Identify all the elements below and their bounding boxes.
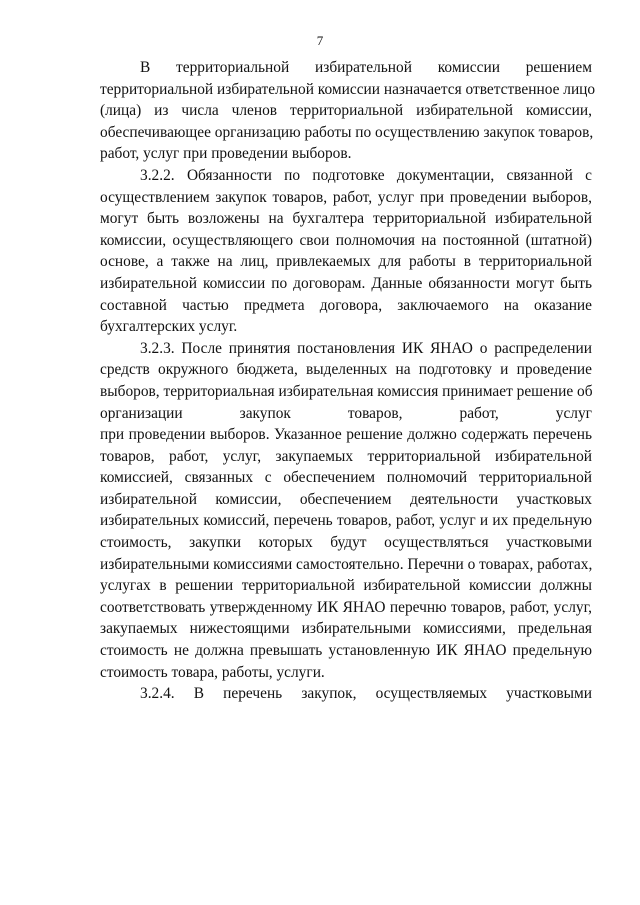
text-line: средств окружного бюджета, выделенных на подготовку и проведение	[100, 361, 592, 379]
text-line: комиссии, осуществляющего свои полномочия на постоянной (штатной)	[100, 231, 592, 249]
page-number: 7	[316, 33, 324, 48]
text-line: (лица) из числа членов территориальной избирательной комиссии,	[100, 102, 592, 120]
text-line: избирательными комиссиями самостоятельно. Перечни о товарах, работах,	[100, 555, 593, 573]
text-line: основе, а также на лиц, привлекаемых для работы в территориальной	[100, 253, 592, 271]
text-line: стоимость, закупки которых будут осуществляться участковыми	[100, 534, 592, 552]
text-line: закупаемых нижестоящими избирательными комиссиями, предельная	[100, 620, 592, 638]
text-line: 3.2.2. Обязанности по подготовке документации, связанной с	[140, 166, 592, 184]
text-line: избирательных комиссий, перечень товаров, работ, услуг и их предельную	[100, 512, 592, 530]
text-line: 3.2.4. В перечень закупок, осуществляемых участковыми	[140, 685, 592, 703]
text-line: работ, услуг при проведении выборов.	[100, 145, 352, 163]
text-line: соответствовать утвержденному ИК ЯНАО перечню товаров, работ, услуг,	[100, 598, 592, 616]
paragraph-p4	[100, 683, 592, 705]
text-line: В территориальной избирательной комиссии решением	[140, 59, 592, 76]
text-line: избирательной комиссии по договорам. Данные обязанности могут быть	[100, 274, 592, 292]
text-line: могут быть возложены на бухгалтера территориальной избирательной	[100, 210, 592, 228]
text-line: 3.2.3. После принятия постановления ИК ЯНАО о распределении	[140, 339, 592, 357]
text-line: избирательной комиссии, обеспечением деятельности участковых	[100, 490, 592, 508]
document-body	[100, 57, 596, 705]
paragraph-p2	[100, 165, 592, 338]
text-line: стоимость не должна превышать установленную ИК ЯНАО предельную	[100, 642, 592, 660]
text-line: составной частью предмета договора, заключаемого на оказание	[100, 296, 592, 314]
paragraph-p1	[100, 57, 596, 165]
text-line: осуществлением закупок товаров, работ, услуг при проведении выборов,	[100, 188, 592, 206]
text-line: услугах в решении территориальной избирательной комиссии должны	[100, 577, 592, 595]
text-line: комиссией, связанных с обеспечением полномочий территориальной	[100, 469, 592, 487]
text-line: выборов, территориальная избирательная комиссия принимает решение об	[100, 382, 593, 400]
text-line: товаров, работ, услуг, закупаемых территориальной избирательной	[100, 447, 592, 465]
text-line: организации закупок товаров, работ, услуг	[100, 404, 592, 422]
text-line: при проведении выборов. Указанное решение должно содержать перечень	[100, 426, 592, 444]
text-line: территориальной избирательной комиссии назначается ответственное лицо	[100, 80, 596, 98]
text-line: обеспечивающее организацию работы по осуществлению закупок товаров,	[100, 123, 594, 141]
text-line: бухгалтерских услуг.	[100, 318, 238, 336]
paragraph-p3	[100, 338, 592, 684]
text-line: стоимость товара, работы, услуги.	[100, 663, 325, 681]
